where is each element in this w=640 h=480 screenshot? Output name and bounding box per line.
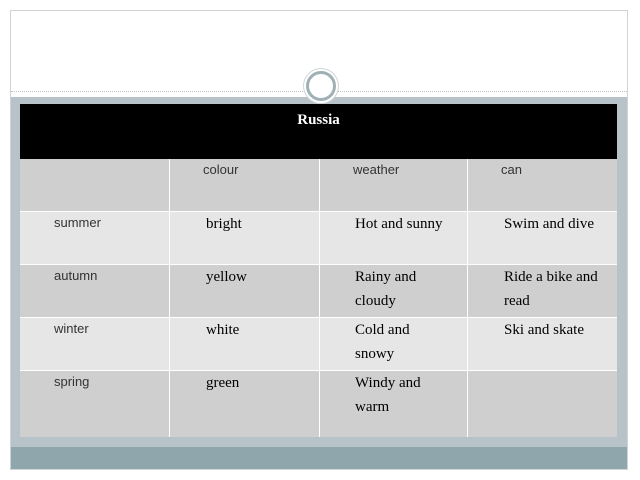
colour-value: white [206, 322, 240, 338]
column-header-weather: weather [353, 162, 400, 177]
cell-weather [320, 212, 468, 265]
cell-colour [170, 265, 320, 318]
header-cell-weather [320, 159, 468, 212]
colour-value: yellow [206, 269, 247, 285]
cell-colour [170, 212, 320, 265]
cell-colour [170, 318, 320, 371]
weather-value: Cold and snowy [355, 322, 410, 362]
weather-value: Hot and sunny [355, 216, 443, 232]
cell-weather [320, 318, 468, 371]
can-value: Ride a bike and read [504, 269, 598, 309]
weather-value: Windy and warm [355, 375, 421, 415]
seasons-table [20, 104, 617, 437]
table-row-spring-season [20, 371, 170, 437]
table-row-winter-season [20, 318, 170, 371]
cell-can [468, 318, 617, 371]
can-value: Swim and dive [504, 216, 594, 232]
table-row-summer-season [20, 212, 170, 265]
season-label: summer [54, 215, 101, 230]
cell-can [468, 265, 617, 318]
cell-can [468, 371, 617, 437]
cell-colour [170, 371, 320, 437]
table-row-autumn-season [20, 265, 170, 318]
weather-value: Rainy and cloudy [355, 269, 417, 309]
colour-value: bright [206, 216, 242, 232]
can-value: Ski and skate [504, 322, 584, 338]
column-header-can: can [501, 162, 522, 177]
colour-value: green [206, 375, 240, 391]
season-label: spring [54, 374, 90, 389]
table-header [20, 104, 617, 159]
header-cell-empty [20, 159, 170, 212]
header-cell-can [468, 159, 617, 212]
season-label: autumn [54, 268, 98, 283]
cell-weather [320, 371, 468, 437]
cell-can [468, 212, 617, 265]
column-header-colour: colour [203, 162, 239, 177]
season-label: winter [54, 321, 89, 336]
ring-ornament-icon [306, 71, 336, 101]
header-cell-colour [170, 159, 320, 212]
cell-weather [320, 265, 468, 318]
footer-bar [11, 447, 627, 469]
table-title: Russia [297, 112, 340, 128]
